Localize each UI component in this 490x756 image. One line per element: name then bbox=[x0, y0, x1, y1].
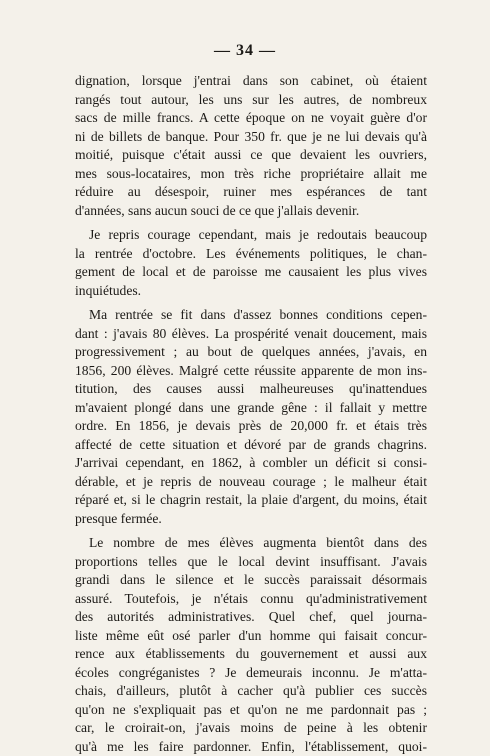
body-text bbox=[75, 72, 427, 756]
text-line: assuré. Toutefois, je n'étais connu qu'administrativement bbox=[75, 590, 427, 609]
paragraph bbox=[75, 306, 427, 528]
text-line: réparé et, si le chagrin restait, la plaie d'argent, du moins, était bbox=[75, 491, 427, 510]
text-line: affecté de cette situation et dévoré par de grands chagrins. bbox=[75, 436, 427, 455]
text-line: Le nombre de mes élèves augmenta bientôt dans des bbox=[75, 534, 427, 553]
text-line: Je repris courage cependant, mais je redoutais beaucoup bbox=[75, 226, 427, 245]
text-line: qu'à me les faire pardonner. Enfin, l'établissement, quoi- bbox=[75, 738, 427, 756]
text-line: qu'on ne s'expliquait pas et qu'on ne me pardonnait pas ; bbox=[75, 701, 427, 720]
text-line: grandi dans le silence et le succès paraissait désormais bbox=[75, 571, 427, 590]
paragraph bbox=[75, 534, 427, 756]
text-line: inquiétudes. bbox=[75, 282, 427, 301]
text-line: des autorités administratives. Quel chef, quel journa- bbox=[75, 608, 427, 627]
text-line: liste même eût osé parler d'un homme qui faisait concur- bbox=[75, 627, 427, 646]
text-line: Ma rentrée se fit dans d'assez bonnes conditions cepen- bbox=[75, 306, 427, 325]
text-line: dérable, et je repris de nouveau courage ; le malheur était bbox=[75, 473, 427, 492]
text-line: progressivement ; au bout de quelques années, j'avais, en bbox=[75, 343, 427, 362]
paragraph bbox=[75, 226, 427, 300]
text-line: chais, d'ailleurs, plutôt à cacher qu'à publier ces succès bbox=[75, 682, 427, 701]
text-line: ordre. En 1856, je devais près de 20,000 fr. et étais très bbox=[75, 417, 427, 436]
text-line: car, le croirait-on, j'avais moins de peine à les obtenir bbox=[75, 719, 427, 738]
text-line: écoles congréganistes ? Je demeurais inconnu. Je m'atta- bbox=[75, 664, 427, 683]
text-line: la rentrée d'octobre. Les événements politiques, le chan- bbox=[75, 245, 427, 264]
text-line: d'années, sans aucun souci de ce que j'allais devenir. bbox=[75, 202, 427, 221]
text-line: dant : j'avais 80 élèves. La prospérité venait doucement, mais bbox=[75, 325, 427, 344]
text-line: rangés tout autour, les uns sur les autres, de nombreux bbox=[75, 91, 427, 110]
text-line: mes sous-locataires, mon très riche propriétaire allait me bbox=[75, 165, 427, 184]
page-number: — 34 — bbox=[0, 42, 490, 60]
text-line: titution, des causes aussi malheureuses qu'inattendues bbox=[75, 380, 427, 399]
text-line: 1856, 200 élèves. Malgré cette réussite apparente de mon ins- bbox=[75, 362, 427, 381]
text-line: rence aux établissements du gouvernement et aussi aux bbox=[75, 645, 427, 664]
text-line: proportions telles que le local devint insuffisant. J'avais bbox=[75, 553, 427, 572]
text-line: moitié, puisque c'était aussi ce que devaient les ouvriers, bbox=[75, 146, 427, 165]
text-line: m'avaient plongé dans une grande gêne : il fallait y mettre bbox=[75, 399, 427, 418]
text-line: J'arrivai cependant, en 1862, à combler un déficit si consi- bbox=[75, 454, 427, 473]
text-line: ni de billets de banque. Pour 350 fr. que je ne lui devais qu'à bbox=[75, 128, 427, 147]
text-line: presque fermée. bbox=[75, 510, 427, 529]
text-line: dignation, lorsque j'entrai dans son cabinet, où étaient bbox=[75, 72, 427, 91]
text-line: gement de local et de paroisse me causaient les plus vives bbox=[75, 263, 427, 282]
text-line: réduire au désespoir, ruiner mes espérances de tant bbox=[75, 183, 427, 202]
paragraph bbox=[75, 72, 427, 220]
text-line: sacs de mille francs. A cette époque on ne voyait guère d'or bbox=[75, 109, 427, 128]
